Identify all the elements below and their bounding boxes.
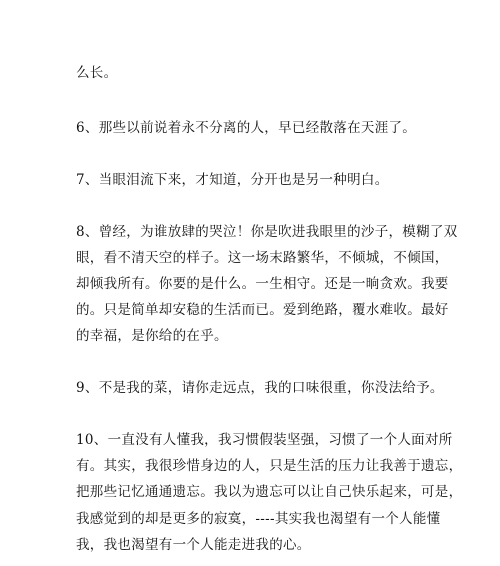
text-line: 的幸福，是你给的在乎。 (76, 328, 228, 344)
text-line: 的。只是简单却安稳的生活而已。爱到绝路，覆水难收。最好 (76, 302, 449, 318)
text-line: 么长。 (76, 65, 118, 81)
text-line: 8、曾经，为谁放肆的哭泣！你是吹进我眼里的沙子，模糊了双 (76, 224, 458, 240)
text-line: 把那些记忆通通遗忘。我以为遗忘可以让自己快乐起来，可是， (76, 484, 463, 500)
text-line: 有。其实，我很珍惜身边的人，只是生活的压力让我善于遗忘， (76, 458, 463, 474)
text-line: 却倾我所有。你要的是什么。一生相守。还是一晌贪欢。我要 (76, 276, 449, 292)
text-line: 7、当眼泪流下来，才知道，分开也是另一种明白。 (76, 172, 389, 188)
text-line: 我感觉到的却是更多的寂寞，----其实我也渴望有一个人能懂 (76, 511, 441, 527)
text-line: 10、一直没有人懂我，我习惯假装坚强，习惯了一个人面对所 (76, 432, 453, 448)
text-line: 9、不是我的菜，请你走远点，我的口味很重，你没法给予。 (76, 380, 444, 396)
text-line: 6、那些以前说着永不分离的人，早已经散落在天涯了。 (76, 120, 417, 136)
text-line: 眼，看不清天空的样子。这一场末路繁华，不倾城，不倾国， (76, 250, 449, 266)
text-line: 我，我也渴望有一个人能走进我的心。 (76, 537, 311, 553)
